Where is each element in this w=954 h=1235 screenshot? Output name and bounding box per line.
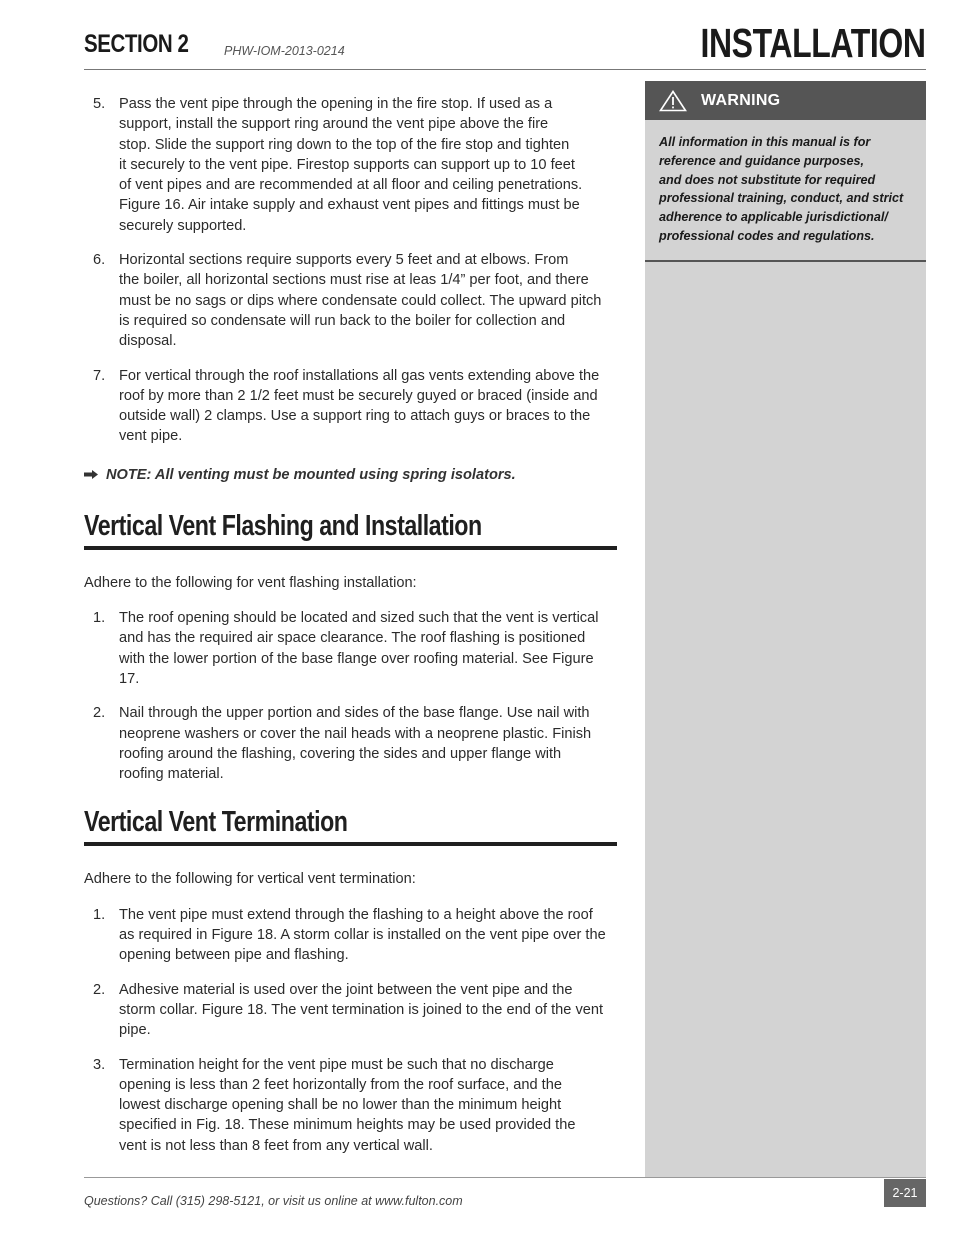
warning-line: adherence to applicable jurisdictional/ xyxy=(659,210,888,225)
text-line: of vent pipes and are recommended at all floor and ceiling penetrations. xyxy=(119,177,583,194)
list-item xyxy=(84,905,619,966)
list-number: 1. xyxy=(93,610,106,627)
warning-label: WARNING xyxy=(701,91,781,109)
warning-line: All information in this manual is for xyxy=(659,135,871,149)
text-line: disposal. xyxy=(119,333,177,350)
list-item xyxy=(84,980,619,1041)
heading-rule xyxy=(84,546,617,550)
footer-contact: Questions? Call (315) 298-5121, or visit us online at www.fulton.com xyxy=(84,1194,463,1208)
text-line: must be no sags or dips where condensate could collect. The upward pitch xyxy=(119,292,602,309)
text-line: neoprene washers or cover the nail heads with a neoprene plastic. Finish xyxy=(119,725,592,742)
document-code: PHW-IOM-2013-0214 xyxy=(224,44,345,58)
warning-text xyxy=(645,120,926,262)
text-line: The vent pipe must extend through the flashing to a height above the roof xyxy=(119,906,593,923)
text-line: 17. xyxy=(119,670,140,687)
text-line: Nail through the upper portion and sides of the base flange. Use nail with xyxy=(119,705,590,722)
flashing-section xyxy=(84,508,619,785)
text-line: vent is not less than 8 feet from any vertical wall. xyxy=(119,1137,433,1154)
text-line: lowest discharge opening shall be no lower than the minimum height xyxy=(119,1097,562,1114)
section-intro: Adhere to the following for vertical vent termination: xyxy=(84,871,416,888)
text-line: outside wall) 2 clamps. Use a support ring to attach guys or braces to the xyxy=(119,408,591,425)
arrow-right-icon xyxy=(84,470,98,479)
list-text xyxy=(119,608,619,689)
list-item xyxy=(84,703,619,784)
list-text xyxy=(119,905,619,966)
text-line: securely supported. xyxy=(119,217,247,234)
header-divider xyxy=(84,69,926,70)
text-line: specified in Fig. 18. These minimum heights may be used provided the xyxy=(119,1117,576,1134)
list-item xyxy=(84,1055,619,1156)
footer-divider xyxy=(84,1177,926,1178)
text-line: is required so condensate will run back to the boiler for collection and xyxy=(119,312,566,329)
text-line: vent pipe. xyxy=(119,428,183,445)
heading-rule xyxy=(84,842,617,846)
text-line: stop. Slide the support ring down to the top of the fire stop and tighten xyxy=(119,136,570,153)
list-item xyxy=(84,250,619,351)
sidebar-panel xyxy=(645,81,926,1177)
list-number: 2. xyxy=(93,705,106,722)
warning-line: professional codes and regulations. xyxy=(659,228,875,243)
list-item xyxy=(84,94,619,236)
list-item xyxy=(84,608,619,689)
text-line: Horizontal sections require supports every 5 feet and at elbows. From xyxy=(119,252,569,269)
text-line: it securely to the vent pipe. Firestop supports can support up to 10 feet xyxy=(119,156,575,173)
list-number: 5. xyxy=(93,96,106,112)
warning-triangle-icon xyxy=(659,90,687,112)
page-title: INSTALLATION xyxy=(700,20,926,66)
warning-line: and does not substitute for required xyxy=(659,172,876,187)
text-line: storm collar. Figure 18. The vent termination is joined to the end of the vent xyxy=(119,1001,604,1018)
section-label: SECTION 2 xyxy=(84,30,189,58)
list-number: 2. xyxy=(93,981,106,998)
section-intro: Adhere to the following for vent flashing installation: xyxy=(84,574,417,591)
list-text xyxy=(119,250,619,351)
text-line: pipe. xyxy=(119,1022,151,1039)
text-line: Termination height for the vent pipe must be such that no discharge xyxy=(119,1056,554,1073)
section-heading: Vertical Vent Flashing and Installation xyxy=(84,509,482,542)
note xyxy=(84,467,619,483)
text-line: and has the required air space clearance. The roof flashing is positioned xyxy=(119,630,586,647)
text-line: For vertical through the roof installations all gas vents extending above the xyxy=(119,367,600,384)
text-line: Figure 16. Air intake supply and exhaust vent pipes and fittings must be xyxy=(119,197,580,214)
warning-header xyxy=(645,81,926,120)
page-number: 2-21 xyxy=(884,1179,926,1207)
list-item xyxy=(84,366,619,447)
text-line: roofing around the flashing, covering the sides and upper flange with xyxy=(119,745,562,762)
text-line: opening between pipe and flashing. xyxy=(119,947,349,964)
list-number: 1. xyxy=(93,906,106,923)
text-line: The roof opening should be located and sized such that the vent is vertical xyxy=(119,610,599,627)
text-line: with the lower portion of the base flange over roofing material. See Figure xyxy=(119,650,594,667)
list-text xyxy=(119,366,619,447)
warning-line: professional training, conduct, and strict xyxy=(659,191,904,206)
text-line: support, install the support ring around the vent pipe above the fire xyxy=(119,116,549,133)
list-text xyxy=(119,703,619,784)
text-line: Pass the vent pipe through the opening in the fire stop. If used as a xyxy=(119,96,553,112)
main-content xyxy=(84,94,619,1170)
text-line: Adhesive material is used over the joint between the vent pipe and the xyxy=(119,981,573,998)
text-line: the boiler, all horizontal sections must rise at leas 1/4” per foot, and there xyxy=(119,272,589,289)
list-text xyxy=(119,1055,619,1156)
termination-section xyxy=(84,804,619,1156)
text-line: roofing material. xyxy=(119,766,224,783)
section-heading: Vertical Vent Termination xyxy=(84,806,348,839)
text-line: roof by more than 2 1/2 feet must be securely guyed or braced (inside and xyxy=(119,387,598,404)
list-text xyxy=(119,980,619,1041)
list-number: 3. xyxy=(93,1056,106,1073)
list-text xyxy=(119,94,619,236)
text-line: as required in Figure 18. A storm collar is installed on the vent pipe over the xyxy=(119,927,606,944)
list-number: 6. xyxy=(93,252,106,269)
note-text: NOTE: All venting must be mounted using spring isolators. xyxy=(106,466,516,483)
warning-line: reference and guidance purposes, xyxy=(659,153,865,168)
text-line: opening is less than 2 feet horizontally from the roof surface, and the xyxy=(119,1076,562,1093)
list-number: 7. xyxy=(93,367,106,384)
